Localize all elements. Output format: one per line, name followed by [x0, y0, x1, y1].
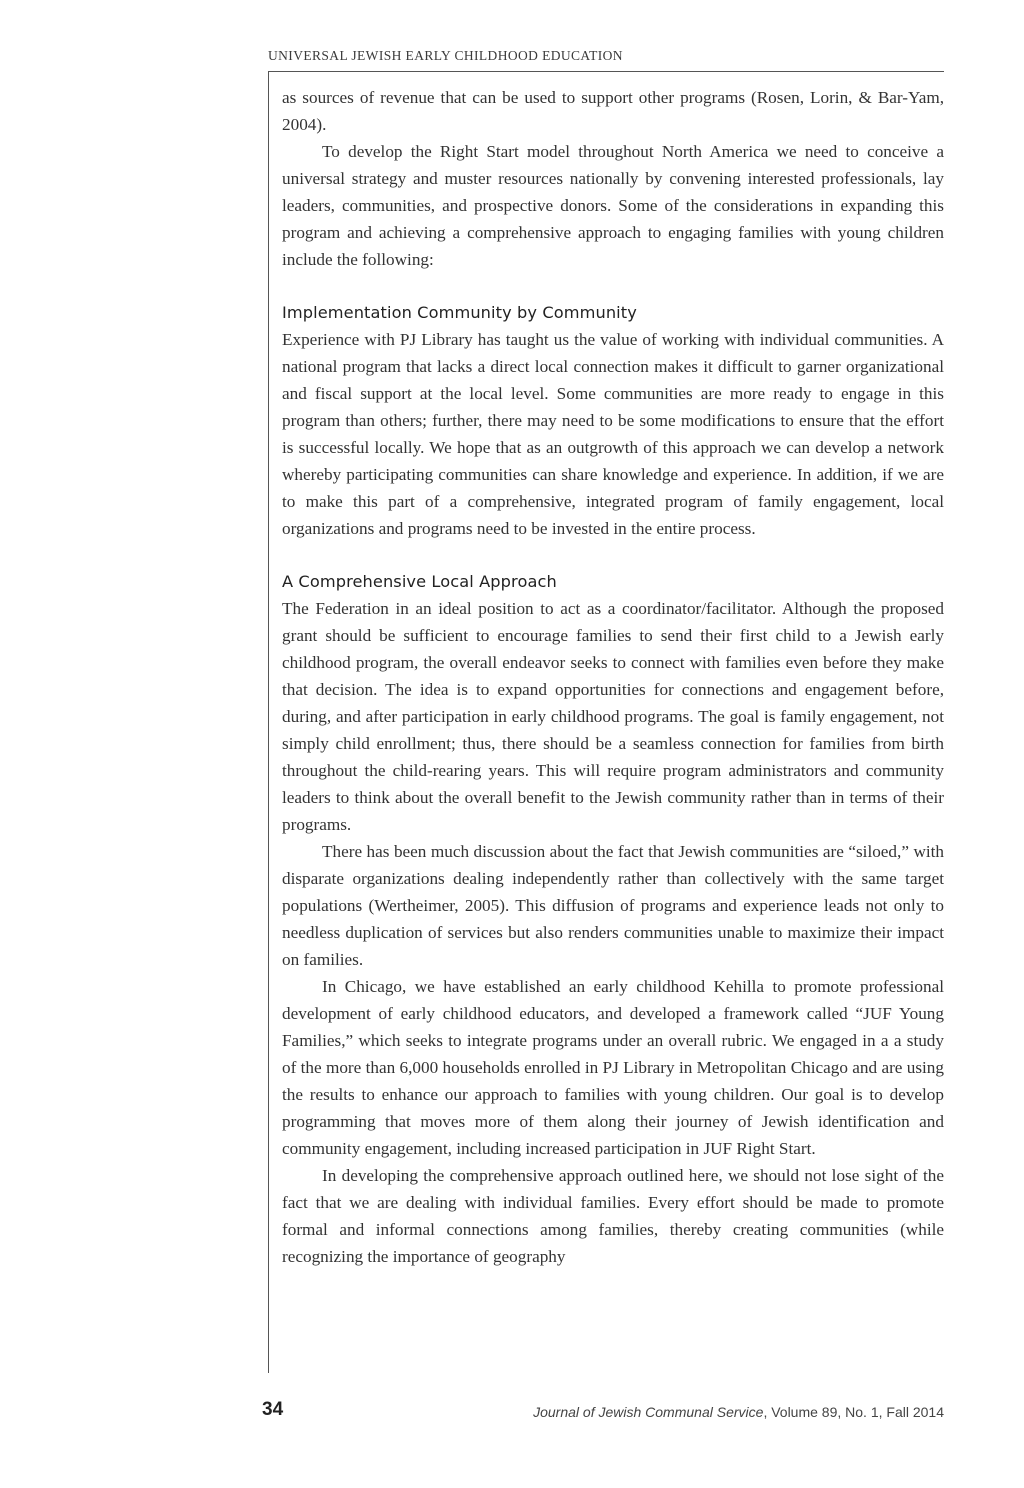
margin-rule: [268, 71, 269, 1373]
running-head: UNIVERSAL JEWISH EARLY CHILDHOOD EDUCATION: [268, 48, 623, 63]
continued-paragraph: as sources of revenue that can be used to support other programs (Rosen, Lorin, & Bar-Yam, 2004).: [282, 88, 944, 134]
section-heading-local-approach: A Comprehensive Local Approach: [282, 572, 557, 591]
siloed-paragraph: There has been much discussion about the fact that Jewish communities are “siloed,” with disparate organizations dealing independently rather than collectively with the same target populations (Wertheimer, 2005). This diffusion of programs and experience leads not only to needless duplication of services but also renders communities unable to maximize their impact on families.: [282, 842, 944, 969]
comprehensive-approach-paragraph: In developing the comprehensive approach outlined here, we should not lose sight of the fact that we are dealing with individual families. Every effort should be made to promote formal and informal connections among families, thereby creating communities (while recognizing the importance of geography: [282, 1166, 944, 1266]
section-heading-implementation: Implementation Community by Community: [282, 303, 637, 322]
right-start-paragraph: To develop the Right Start model throughout North America we need to conceive a universal strategy and muster resources nationally by convening interested professionals, lay leaders, communities, and prospective donors. Some of the considerations in expanding this program and achieving a comprehensive approach to engaging families with young children include the following:: [282, 142, 944, 269]
journal-name: Journal of Jewish Communal Service: [533, 1404, 764, 1420]
federation-paragraph: The Federation in an ideal position to act as a coordinator/facilitator. Although the proposed grant should be sufficient to encourage families to send their first child to a Jewish early childhood program, the overall endeavor seeks to connect with families even before they make that decision. The idea is to expand opportunities for connections and engagement before, during, and after participation in early childhood programs. The goal is family engagement, not simply child enrollment; thus, there should be a seamless connection for families from birth throughout the child-rearing years. This will require program administrators and community leaders to think about the overall benefit to the Jewish community rather than in terms of their programs.: [282, 599, 944, 834]
header-rule: [268, 71, 944, 72]
chicago-paragraph: In Chicago, we have established an early childhood Kehilla to promote professional development of early childhood educators, and developed a framework called “JUF Young Families,” which seeks to integrate programs under an overall rubric. We engaged in a a study of the more than 6,000 households enrolled in PJ Library in Metropolitan Chicago and are using the results to enhance our approach to families with young children. Our goal is to develop programming that moves more of them along their journey of Jewish identification and community engagement, including increased participation in JUF Right Start.: [282, 977, 944, 1158]
page-number: 34: [262, 1399, 284, 1420]
journal-issue: , Volume 89, No. 1, Fall 2014: [763, 1404, 944, 1420]
journal-citation: [533, 1404, 944, 1420]
implementation-paragraph: Experience with PJ Library has taught us the value of working with individual communities. A national program that lacks a direct local connection makes it difficult to garner organizational and fiscal support at the local level. Some communities are more ready to engage in this program than others; further, there may need to be some modifications to ensure that the effort is successful locally. We hope that as an outgrowth of this approach we can develop a network whereby participating communities can share knowledge and experience. In addition, if we are to make this part of a comprehensive, integrated program of family engagement, local organizations and programs need to be invested in the entire process.: [282, 330, 944, 538]
article-body: [282, 84, 944, 1270]
